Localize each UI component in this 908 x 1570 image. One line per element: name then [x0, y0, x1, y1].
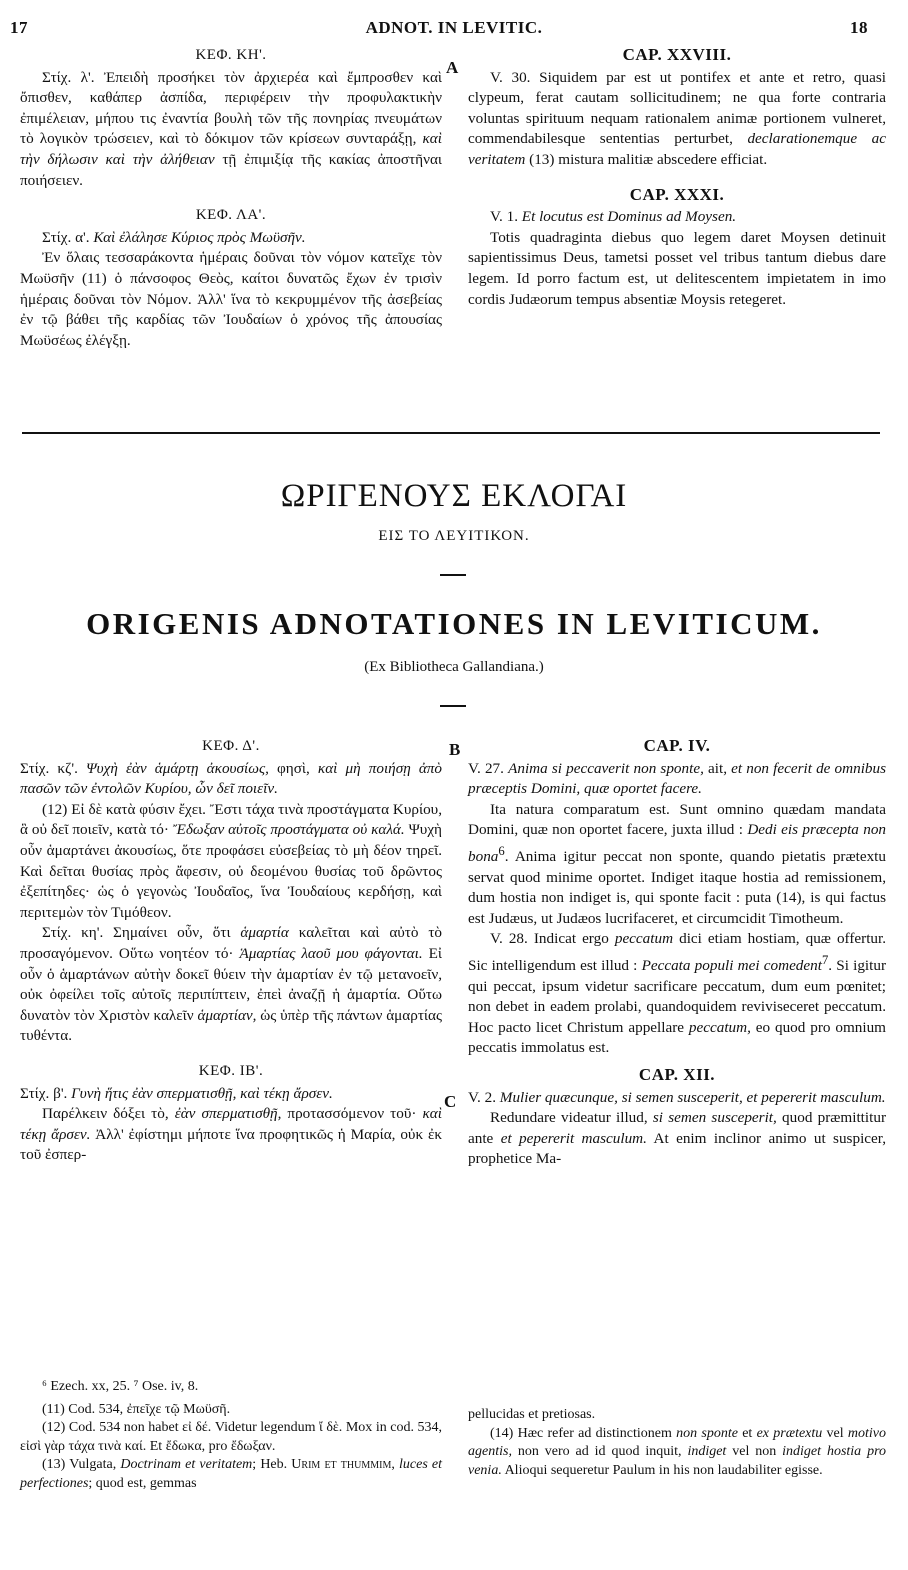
- greek-paragraph: Στίχ. κη'. Σημαίνει οὖν, ὅτι ἁμαρτία καλεῖται καὶ αὐτὸ τὸ προσαγόμενον. Οὕτω νοητέον τό· Ἁμαρτίας λαοῦ μου φάγονται. Εἰ οὖν ὁ ἁμαρτάνων αὐτὴν δοκεῖ θύειν τὴν ἁμαρτίαν ἐν τῷ μετανοεῖν, οὐκ ὀφείλει τοῖς αὐτοῖς περιπίπτειν, ἐπεὶ ἀναζῇ ἡ ἁμαρτία. Οὕτω δυνατὸν τὸν Χριστὸν καλεῖν ἁμαρτίαν, ὡς ὑπὲρ τῆς πάντων ἁμαρτίας τυθέντα.: [20, 924, 443, 1045]
- footnote-12: (12) Cod. 534 non habet εἰ δέ. Videtur legendum ἴ δὲ. Mox in cod. 534, εἰσὶ γὰρ τάχα τινὰ καί. Et ἔδωκα, pro ἔδωξαν.: [20, 1420, 442, 1454]
- verse-line: Στίχ. κζ'. Ψυχὴ ἐὰν ἁμάρτῃ ἀκουσίως, φησὶ, καὶ μὴ ποιήσῃ ἀπὸ πασῶν τῶν ἐντολῶν Κυρίου, ὧν δεῖ ποιεῖν.: [20, 759, 443, 798]
- latin-paragraph: V. 30. Siquidem par est ut pontifex et ante et retro, quasi clypeum, ferat cautam sollicitudinem; ne qua forte contraria voluntas spirituum nequam rationalem animæ portionem vulneret, commendabilesque sententias perturbet, declarationemque ac veritatem (13) mistura malitiæ abscedere efficiat.: [468, 68, 886, 168]
- footnote-13: (13) Vulgata, Doctrinam et veritatem; Heb. Urim et thummim, luces et perfectiones; quod est, gemmas: [20, 1457, 443, 1491]
- title-dash: [440, 574, 466, 576]
- footnote-11: (11) Cod. 534, ἐπεῖχε τῷ Μωϋσῆ.: [42, 1401, 231, 1417]
- verse-line: V. 2. Mulier quæcunque, si semen susceperit, et pepererit masculum.: [468, 1088, 886, 1106]
- chapter-heading: ΚΕΦ. ΙΒ'.: [198, 1062, 264, 1079]
- latin-paragraph: Totis quadraginta diebus quo legem daret Moysen detinuit sapientissimus Deus, tametsi posset vel tribus tantum diebus dare legem. Id porro factum est, ut delitescentem impietatem in imo cordis Judæorum tempus absentiæ Moysis retegeret.: [468, 228, 886, 308]
- chapter-heading: CAP. XXXI.: [629, 184, 725, 204]
- latin-title: ORIGENIS ADNOTATIONES IN LEVITICUM.: [86, 606, 822, 641]
- margin-marker-c: C: [444, 1092, 457, 1111]
- footnote-continuation: pellucidas et pretiosas.: [468, 1407, 596, 1422]
- chapter-heading: CAP. XII.: [638, 1065, 716, 1085]
- latin-paragraph: V. 28. Indicat ergo peccatum dici etiam hostiam, quæ offertur. Sic intelligendum est illud : Peccata populi mei comedent$^7$. Si igitur qui peccat, ipsum videtur sacrificare peccatum, dum eum pœnitet; non debet in eadem prolabi, quandoquidem reviviseceret peccatum. Hoc pacto licet Christum appellare peccatum, eo quod pro omnium peccatis immolatus est.: [468, 930, 887, 1057]
- chapter-heading: CAP. XXVIII.: [622, 45, 732, 64]
- scripture-references: ⁶ Ezech. xx, 25. ⁷ Ose. iv, 8.: [42, 1379, 199, 1394]
- greek-paragraph: Ἐν ὅλαις τεσσαράκοντα ἡμέραις δοῦναι τὸν νόμον κατεῖχε τὸν Μωϋσῆν (11) ὁ πάνσοφος Θεὸς, καίτοι δυνατῶς ἔχων ἐν τρισὶν ἡμέραις δοῦναι τὸν Νόμον. Ἀλλ' ἵνα τὸ κεκρυμμένον τῆς ἀσεβείας ἐν τῷ βάθει τῆς καρδίας τῶν Ἰουδαίων ὁ χρόνος τῆς ἀπουσίας Μωϋσέως ἐλέγξῃ.: [20, 249, 442, 349]
- greek-subtitle: ΕΙΣ ΤΟ ΛΕΥΙΤΙΚΟΝ.: [378, 528, 530, 544]
- page-number-right: 18: [850, 18, 868, 37]
- chapter-heading: ΚΕΦ. Δ'.: [202, 738, 260, 754]
- chapter-heading: ΚΕΦ. ΚΗ'.: [195, 47, 267, 63]
- latin-paragraph: Redundare videatur illud, si semen susceperit, quod præmittitur ante et pepererit masculum. At enim inclinor animo ut suspicer, prophetice Ma-: [468, 1109, 887, 1168]
- bottom-greek-column: [20, 736, 442, 1166]
- greek-paragraph: Στίχ. λ'. Ἐπειδὴ προσήκει τὸν ἀρχιερέα καὶ ἔμπροσθεν καὶ ὄπισθεν, καθάπερ ἀσπίδα, περιφέρειν τὴν προφυλακτικὴν ἐπιμέλειαν, μήπου τις ἐναντία βουλὴ τῶν τῆς πονηρίας πνευμάτων τὸ λογικὸν τρώσειεν, καὶ τὸ δόκιμον τῶν κρίσεων συνταράξῃ, καὶ τὴν δήλωσιν καὶ τὴν ἀλήθειαν τῇ ἐπιμιξίᾳ τῆς κακίας ἀποστῆναι ποιήσειεν.: [20, 68, 443, 189]
- verse-line: V. 27. Anima si peccaverit non sponte, ait, et non fecerit de omnibus præceptis Domini, quæ oportet facere.: [468, 759, 887, 798]
- bottom-latin-column: [468, 736, 886, 1170]
- margin-marker-a: A: [446, 58, 459, 77]
- source-note: (Ex Bibliotheca Gallandiana.): [364, 659, 544, 675]
- margin-marker-b: B: [449, 740, 461, 759]
- chapter-heading: ΚΕΦ. ΛΑ'.: [195, 207, 267, 224]
- section-divider: [22, 432, 880, 434]
- greek-title: ΩΡΙΓΕΝΟΥΣ ΕΚΛΟΓΑΙ: [280, 478, 628, 514]
- top-latin-column: [468, 45, 886, 310]
- top-greek-column: [20, 45, 442, 351]
- verse-line: V. 1. Et locutus est Dominus ad Moysen.: [490, 208, 737, 226]
- verse-line: Στίχ. α'. Καὶ ἐλάλησε Κύριος πρὸς Μωϋσῆν.: [42, 228, 306, 246]
- footnote-14: (14) Hæc refer ad distinctionem non sponte et ex prætextu vel motivo agentis, non vero ad id quod inquit, indiget vel non indiget hostia pro venia. Alioqui sequeretur Paulum in his non laudabiliter egisse.: [468, 1425, 887, 1478]
- footnotes-left: [20, 1378, 442, 1493]
- latin-paragraph: Ita natura comparatum est. Sunt omnino quædam mandata Domini, quæ non oportet facere, juxta illud : Dedi eis præcepta non bona$^6$. Anima igitur peccat non sponte, quando pietatis prætextu servat quod minime oportet. Indiget itaque hostia ad remissionem, dum hostia non indiget is, qui sponte facit : puta (14), is qui factus est Judæus, ut Judæos lucrifaceret, et circumcidit Timotheum.: [468, 800, 887, 927]
- chapter-heading: CAP. IV.: [643, 736, 711, 755]
- greek-paragraph: (12) Εἰ δὲ κατὰ φύσιν ἔχει. Ἔστι τάχα τινὰ προστάγματα Κυρίου, ἃ οὐ δεῖ ποιεῖν, κατὰ τό· Ἔδωξαν αὐτοῖς προστάγματα οὐ καλά. Ψυχὴ οὖν ἁμαρτάνει ἀκουσίως, ὅτε προφάσει εὐσεβείας τὸ μὴ δέον τηρεῖ. Καὶ δεῖται θυσίας πρὸς ἄφεσιν, οὐ δεομένου θυσίας τοῦ δρῶντος ἐξεπίτηδες· ὡς ὁ γεγονὼς Ἰουδαῖος, ἵνα Ἰουδαίους κερδήσῃ, καὶ περιτεμὼν τὸν Τιμόθεον.: [20, 800, 443, 921]
- running-title: ADNOT. IN LEVITIC.: [365, 18, 543, 37]
- verse-line: Στίχ. β'. Γυνὴ ἥτις ἐὰν σπερματισθῇ, καὶ τέκῃ ἄρσεν.: [20, 1084, 333, 1102]
- page-number-left: 17: [10, 18, 28, 37]
- footnotes-right: [468, 1406, 886, 1480]
- title-dash: [440, 705, 466, 707]
- greek-paragraph: Παρέλκειν δόξει τὸ, ἐὰν σπερματισθῇ, προτασσόμενον τοῦ· καὶ τέκῃ ἄρσεν. Ἀλλ' ἐφίστημι μήποτε ἵνα προφητικῶς ἡ Μαρία, οὐκ ἐκ τοῦ ἐσπερ-: [20, 1105, 442, 1164]
